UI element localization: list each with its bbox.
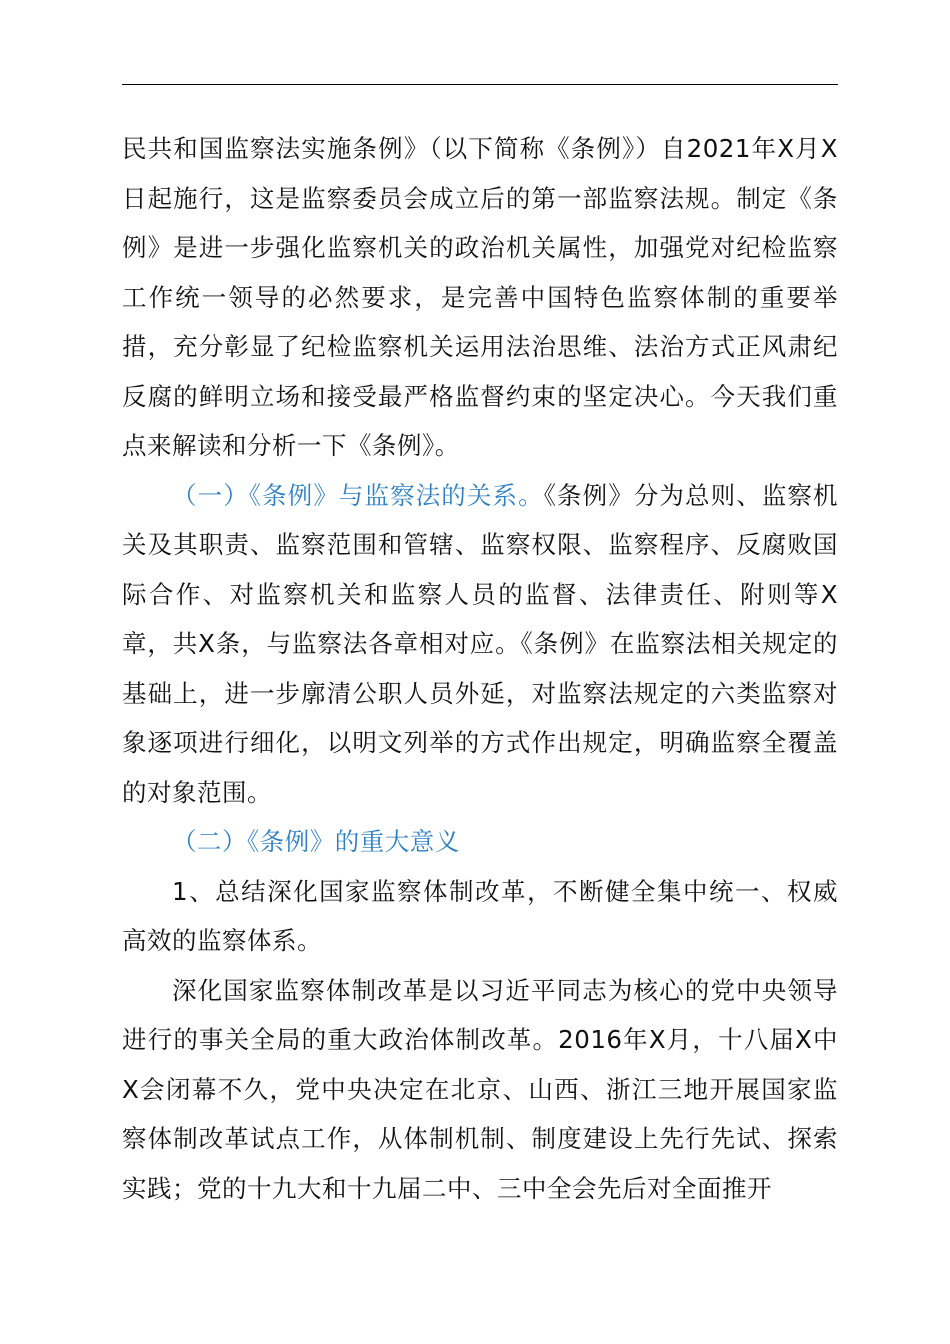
paragraph-reform bbox=[122, 966, 838, 1214]
paragraph-point-1-text: 1、总结深化国家监察体制改革，不断健全集中统一、权威高效的监察体系。 bbox=[122, 876, 838, 955]
paragraph-relation-text: 《条例》分为总则、监察机关及其职责、监察范围和管辖、监察权限、监察程序、反腐败国际合作、对监察机关和监察人员的监督、法律责任、附则等X章，共X条，与监察法各章相对应。《条例》在监察法相关规定的基础上，进一步廓清公职人员外延，对监察法规定的六类监察对象逐项进行细化，以明文列举的方式作出规定，明确监察全覆盖的对象范围。 bbox=[122, 480, 839, 807]
paragraph-point-1 bbox=[122, 867, 838, 966]
paragraph-significance-heading bbox=[122, 817, 838, 867]
paragraph-intro bbox=[122, 124, 838, 471]
paragraph-intro-text: 民共和国监察法实施条例》（以下简称《条例》）自2021年X月X日起施行，这是监察委员会成立后的第一部监察法规。制定《条例》是进一步强化监察机关的政治机关属性，加强党对纪检监察工作统一领导的必然要求，是完善中国特色监察体制的重要举措，充分彰显了纪检监察机关运用法治思维、法治方式正风肃纪反腐的鲜明立场和接受最严格监督约束的坚定决心。今天我们重点来解读和分析一下《条例》。 bbox=[122, 134, 838, 460]
section-heading-relation: （一）《条例》与监察法的关系。 bbox=[172, 480, 544, 510]
document-body bbox=[122, 124, 838, 1213]
header-rule bbox=[122, 84, 838, 85]
section-heading-significance: （二）《条例》的重大意义 bbox=[172, 827, 460, 856]
paragraph-relation bbox=[122, 471, 838, 818]
paragraph-reform-text: 深化国家监察体制改革是以习近平同志为核心的党中央领导进行的事关全局的重大政治体制改革。2016年X月，十八届X中X会闭幕不久，党中央决定在北京、山西、浙江三地开展国家监察体制改革试点工作，从体制机制、制度建设上先行先试、探索实践；党的十九大和十九届二中、三中全会先后对全面推开 bbox=[122, 975, 838, 1203]
